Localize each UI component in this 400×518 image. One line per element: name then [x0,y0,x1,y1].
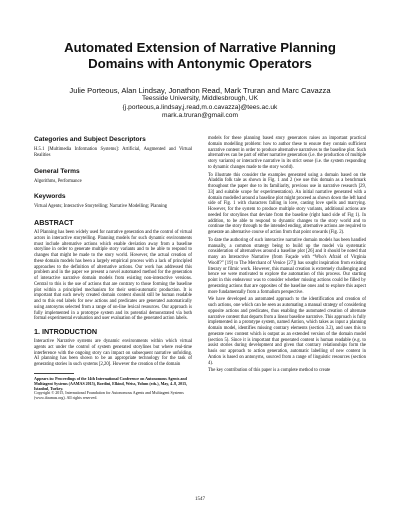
footnote-divider [34,373,74,374]
abstract-text: AI Planning has been widely used for narrative generation and the control of virtual actors in interactive storytelling. Planning models for such dynamic environments must include alternative actions which enable deviation away from a baseline storyline in order to generate multiple story variants and to be able to respond to changes that might be made to the story world. However, the actual creation of these domain models has been a largely empirical process with a lack of principled approaches to the definition of alternative actions. Our work has addressed this problem and in the paper we present a novel automated method for the generation of interactive narrative domain models from existing non-interactive versions. Central to this is the use of actions that are contrary to those forming the baseline plot within a principled mechanism for their semi-automatic production. It is important that such newly created domain content should still be human readable and to this end labels for new actions and predicates are generated automatically using antonyms selected from a range of on-line lexical resources. Our approach is fully implemented in a prototype system and its potential demonstrated via both formal experimental evaluation and user evaluation of the generated action labels. [34,230,192,322]
author-email-secondary: mark.a.truran@gmail.com [162,112,238,120]
body-paragraph-2: To illustrate this consider the examples generated using a domain based on the Aladdin folk tale as shown in Fig. 1 and 2 (we use this domain as a benchmark throughout the paper due to its familiarity, previous use in narrative research [29, 33] and suitable scope for experimentation). An initial narrative generated with a domain modelled around a baseline plot might proceed as shown down the left hand side of Fig. 1 with characters falling in love, casting love spells and marrying. However, for the system to produce multiple story variants, additional actions are needed for storylines that deviate from the baseline (right hand side of Fig 1). In addition, to be able to respond to dynamic changes to the story world and to continue the story through to the intended ending, alternative actions are required to generate an alternative course of action from that point onwards (Fig. 2). [208,172,366,235]
keywords-text: Virtual Agents; Interactive Storytelling; Narrative Modelling; Planning [34,204,168,210]
footnote-copyright: Copyright © 2015, International Foundation for Autonomous Agents and Multiagent Systems (www.ifaamas.org). All rights reserved. [34,390,184,401]
author-emails: {j.porteous,a.lindsay,j.read,m.o.cavazza}@tees.ac.uk [122,103,278,111]
author-names: Julie Porteous, Alan Lindsay, Jonathon Read, Mark Truran and Marc Cavazza [69,86,331,95]
categories-text: H.5.1 [Multimedia Information Systems]: Artificial, Augmented and Virtual Realities [34,147,192,158]
keywords-heading: Keywords [34,193,66,201]
author-affiliation: Teesside University, Middlesbrough, UK [141,95,259,103]
page-number: 1547 [195,497,205,502]
terms-heading: General Terms [34,167,80,175]
body-paragraph-1: models for these planning based story generators raises an important practical domain modelling problem: how to author these to ensure they contain sufficient narrative content in order to produce alternative narratives to the baseline plot. Such alternatives can be part of either narrative generation (i.e. the production of multiple story variants) or interactive narrative in its strict sense (i.e. the system responding to dynamic changes made to the story world). [208,136,366,170]
body-paragraph-4: We have developed an automated approach to the identification and creation of such actions, one which can be seen as automating a manual strategy of considering opposite actions and predicates, thus enabling the automated creation of alternate narrative content that departs from a linear baseline narrative. This approach is fully implemented in a prototype system, named Antion, which takes as input a planning domain model, identifies missing contrary elements (section 3.2), and uses this to generate new content which is output as an extended version of the domain model (section 5). Since it is important that generated content is human readable (e.g. to assist stories during development and given that contrary relationships form the basis our approach to action generation, automatic labelling of new content in Antion is based on antonyms, sourced from a range of linguistic resources (section 4). [208,297,366,366]
left-column [34,136,192,401]
footnote-proceedings: Appears in: Proceedings of the 14th International Conference on Autonomous Agents and Multiagent Systems (AAMAS 2015), Bordini, Elkind, Weiss, Yolum (eds.), May, 4–8, 2015, Istanbul, Turkey. [34,375,188,391]
introduction-heading: 1. INTRODUCTION [34,327,98,336]
author-block [40,86,360,121]
body-paragraph-3: To date the authoring of such interactive narrative domain models has been handled manually, a common strategy being to build up the model via systematic consideration of alternatives around a baseline plot [26] and it should be noted that many an Interactive Narrative (from Façade with “Who's Afraid of Virginia Woolf?” [19] to The Merchant of Venice [27]) has sought inspiration from existing literary or filmic work. However, this manual creation is extremely challenging and hence we were motivated to explore the automation of this process. Our starting point in this endeavour was to consider whether missing actions could be filled by generating actions that are opposites of the baseline ones and to explore this aspect more fundamentally from a formalism perspective. [208,237,366,295]
terms-text: Algorithms, Performance [34,178,82,184]
categories-heading: Categories and Subject Descriptors [34,136,146,143]
right-column [208,136,366,376]
footnote [34,377,192,402]
introduction-text: Interactive Narrative systems are dynamic environments within which virtual agents act under the control of system generated storylines but where real-time interference with the ongoing story can impact on subsequent narrative unfolding. AI planning has been shown to be an appropriate technology for the task of generating stories in such systems [2,20]. However the creation of the domain [34,339,192,367]
abstract-heading: ABSTRACT [34,218,74,227]
paper-title: Automated Extension of Narrative Planning Domains with Antonymic Operators [64,40,336,71]
body-paragraph-5: The key contribution of this paper is a complete method to create [208,368,331,374]
